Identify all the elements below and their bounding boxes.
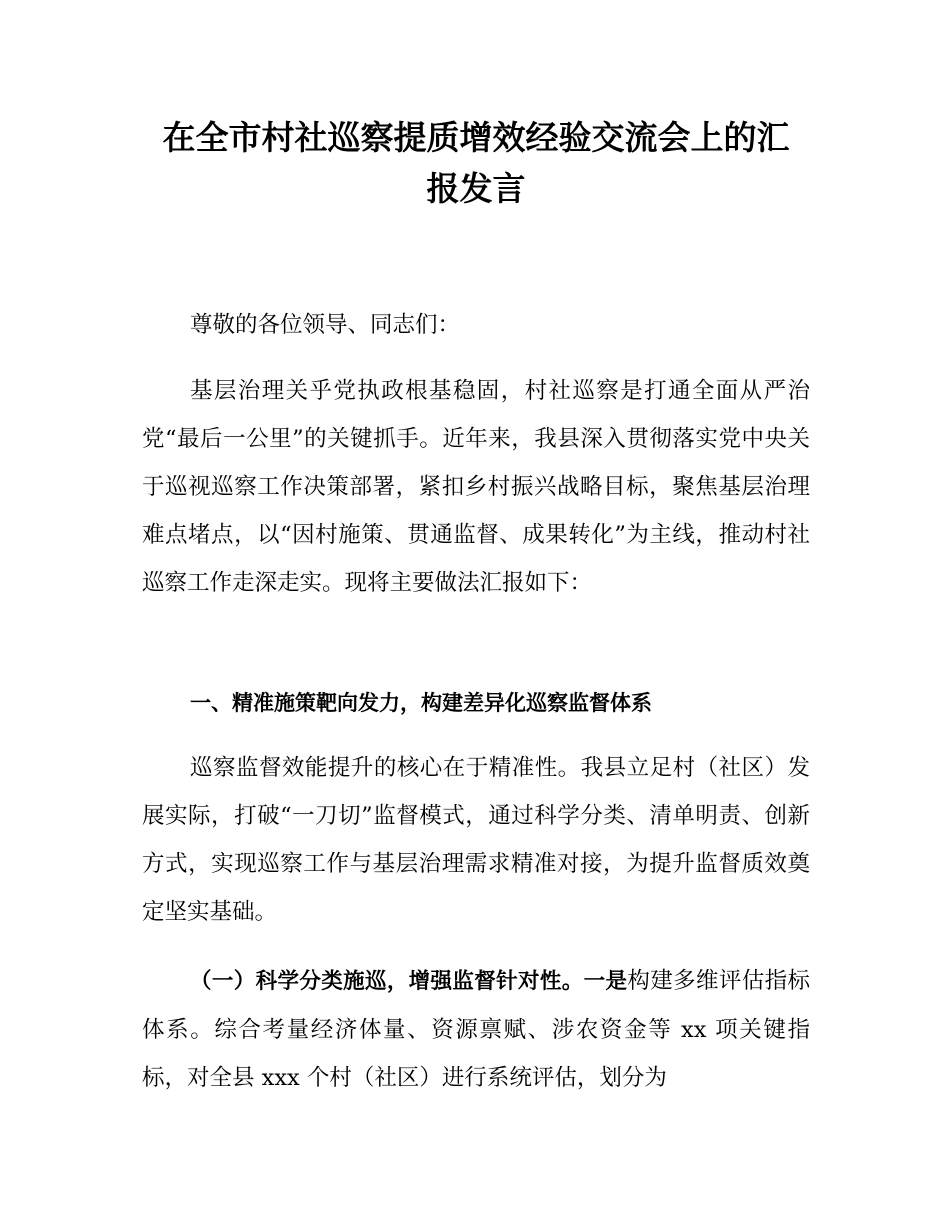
- subsection-1-text: 构建多维评估指标体系。综合考量经济体量、资源禀赋、涉农资金等 xx 项关键指标，对全县 xxx 个村（社区）进行系统评估，划分为: [142, 968, 810, 1091]
- salutation: 尊敬的各位领导、同志们：: [190, 312, 461, 338]
- subsection-1-lead: 一是: [583, 969, 628, 994]
- title-line-2: 报发言: [426, 169, 526, 208]
- section-1-heading: 一、精准施策靶向发力，构建差异化巡察监督体系: [190, 691, 652, 715]
- subsection-1-heading: （一）科学分类施巡，增强监督针对性。: [190, 969, 584, 994]
- intro-paragraph: 基层治理关乎党执政根基稳固，村社巡察是打通全面从严治党“最后一公里”的关键抓手。近年来，我县深入贯彻落实党中央关于巡视巡察工作决策部署，紧扣乡村振兴战略目标，聚焦基层治理难点堵点，以“因村施策、贯通监督、成果转化”为主线，推动村社巡察工作走深走实。现将主要做法汇报如下：: [142, 378, 810, 596]
- section-1-paragraph: 巡察监督效能提升的核心在于精准性。我县立足村（社区）发展实际，打破“一刀切”监督模式，通过科学分类、清单明责、创新方式，实现巡察工作与基层治理需求精准对接，为提升监督质效奠定坚实基础。: [142, 755, 810, 925]
- title-line-1: 在全市村社巡察提质增效经验交流会上的汇: [162, 118, 790, 157]
- document-title: [142, 112, 810, 214]
- subsection-1-paragraph: [142, 957, 810, 1102]
